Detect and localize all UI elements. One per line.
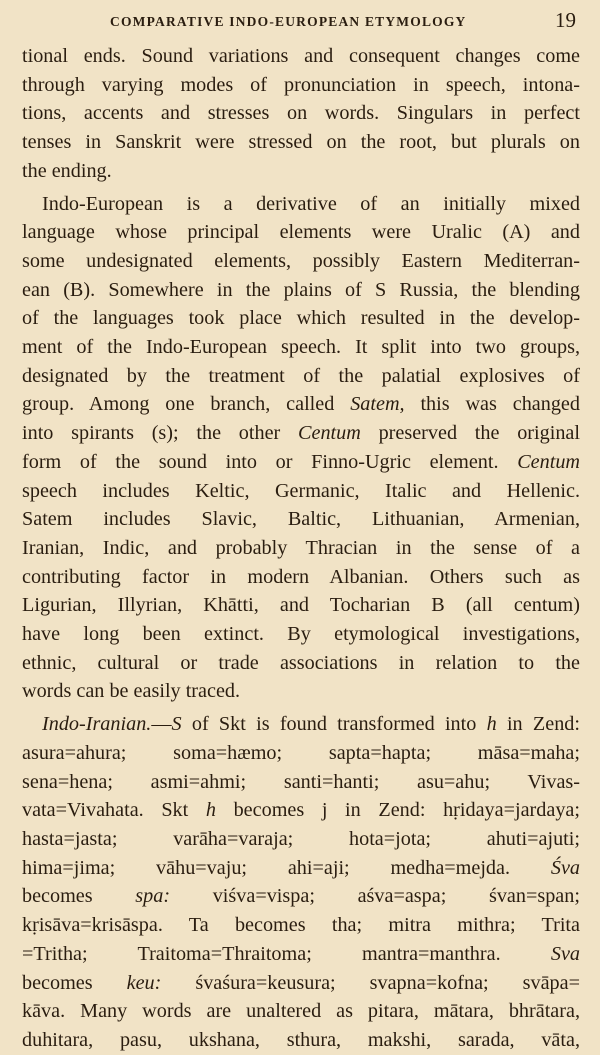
text-line: contributing factor in modern Albanian. Others such as [22, 565, 580, 588]
body-text [22, 42, 580, 1055]
page-number: 19 [555, 8, 576, 32]
paragraph [22, 42, 580, 186]
text-line: vata=Vivahata. Skt h becomes j in Zend: hṛidaya=jardaya; [22, 799, 581, 822]
paragraph [22, 190, 580, 707]
text-line: language whose principal elements were Uralic (A) and [22, 221, 580, 244]
text-line: ethnic, cultural or trade associations in relation to the [22, 651, 580, 674]
text-line: becomes spa: viśva=vispa; aśva=aspa; śvan=span; [22, 885, 580, 908]
text-line: through varying modes of pronunciation in speech, intona- [22, 73, 580, 96]
text-line: group. Among one branch, called Satem, this was changed [22, 393, 580, 416]
text-line: kṛisāva=krisāspa. Ta becomes tha; mitra mithra; Trita [22, 914, 580, 937]
text-line: designated by the treatment of the palatial explosives of [22, 364, 580, 387]
text-line: words can be easily traced. [22, 680, 241, 703]
text-line: some undesignated elements, possibly Eastern Mediterran- [22, 249, 580, 272]
running-title: COMPARATIVE INDO-EUROPEAN ETYMOLOGY [110, 14, 467, 29]
running-head [22, 8, 580, 38]
text-line: kāva. Many words are unaltered as pitara, mātara, bhrātara, [22, 1000, 580, 1023]
text-line: of the languages took place which resulted in the develop- [22, 307, 580, 330]
text-line: duhitara, pasu, ukshana, sthura, makshi, sarada, vāta, [22, 1028, 580, 1051]
text-line: tenses in Sanskrit were stressed on the root, but plurals on [22, 131, 580, 154]
text-line: form of the sound into or Finno-Ugric element. Centum [22, 450, 580, 473]
text-line: into spirants (s); the other Centum preserved the original [22, 422, 580, 445]
text-line: hima=jima; vāhu=vaju; ahi=aji; medha=mejda. Śva [22, 856, 580, 879]
paragraph [22, 710, 580, 1054]
text-line: speech includes Keltic, Germanic, Italic and Hellenic. [22, 479, 580, 502]
text-line: sena=hena; asmi=ahmi; santi=hanti; asu=ahu; Vivas- [22, 770, 580, 793]
text-line: the ending. [22, 159, 112, 182]
text-line: ean (B). Somewhere in the plains of S Russia, the blending [22, 278, 580, 301]
text-line: tions, accents and stresses on words. Singulars in perfect [22, 102, 580, 125]
text-line: tional ends. Sound variations and consequent changes come [22, 45, 580, 67]
text-line: Satem includes Slavic, Baltic, Lithuanian, Armenian, [22, 508, 580, 531]
text-line: have long been extinct. By etymological investigations, [22, 623, 580, 646]
text-line: hasta=jasta; varāha=varaja; hota=jota; ahuti=ajuti; [22, 827, 580, 850]
text-line: ment of the Indo-European speech. It split into two groups, [22, 336, 580, 359]
text-line: asura=ahura; soma=hæmo; sapta=hapta; māsa=maha; [22, 741, 580, 764]
text-line: Indo-Iranian.—S of Skt is found transformed into h in Zend: [42, 713, 580, 736]
text-line: Indo-European is a derivative of an initially mixed [42, 192, 580, 215]
text-line: Ligurian, Illyrian, Khātti, and Tocharian B (all centum) [22, 594, 580, 617]
text-line: becomes keu: śvaśura=keusura; svapna=kofna; svāpa= [22, 971, 580, 994]
text-line: =Tritha; Traitoma=Thraitoma; mantra=manthra. Sva [22, 942, 580, 965]
text-line: Iranian, Indic, and probably Thracian in the sense of a [22, 536, 580, 559]
